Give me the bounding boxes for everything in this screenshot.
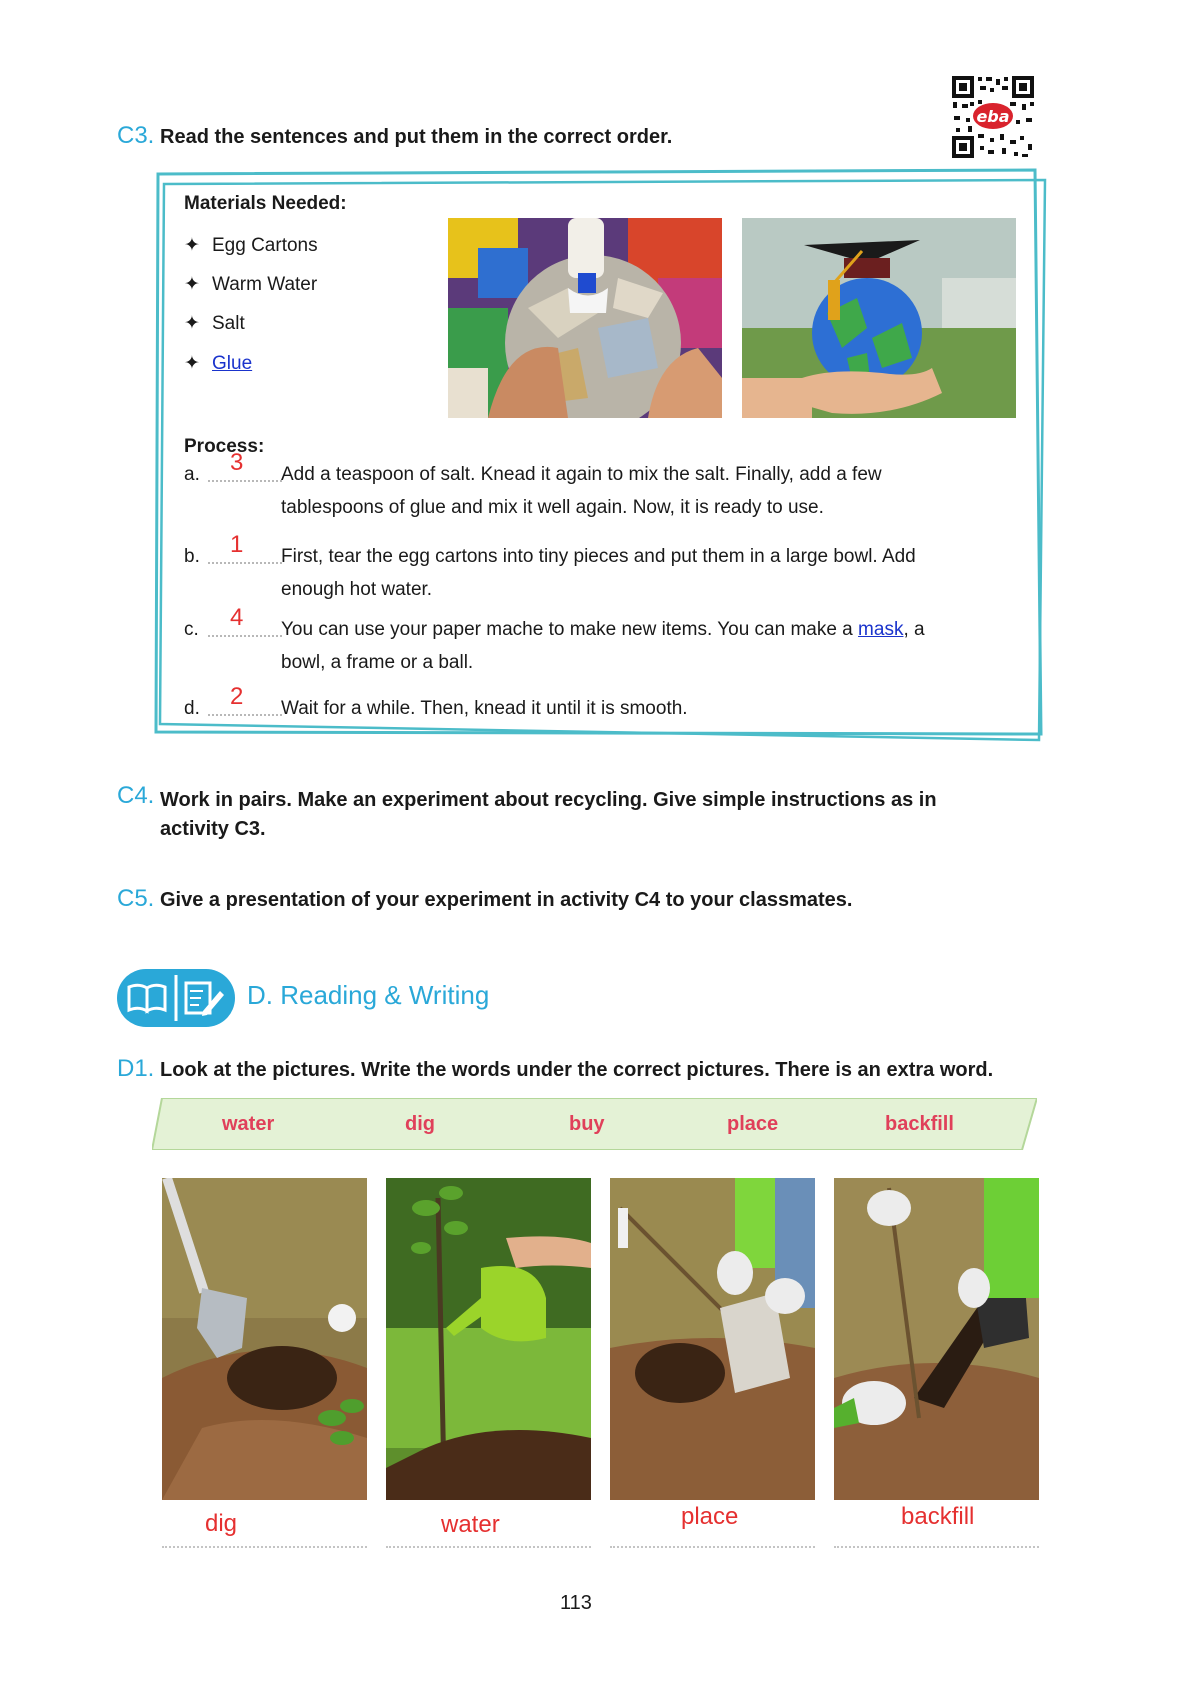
paper-mache-globe-photo xyxy=(448,218,722,418)
materials-title: Materials Needed: xyxy=(184,193,347,214)
handwritten-answer: 2 xyxy=(230,683,244,710)
process-item-d: d. 2 Wait for a while. Then, knead it until it is smooth. xyxy=(184,692,1014,725)
material-item: ✦ Salt xyxy=(184,313,245,334)
c4-instruction: Work in pairs. Make an experiment about recycling. Give simple instructions as in activity C3. xyxy=(160,789,937,840)
bullet-icon: ✦ xyxy=(184,353,200,374)
section-d-badge xyxy=(117,969,235,1027)
backfilling-photo xyxy=(834,1178,1039,1500)
answer-line[interactable] xyxy=(208,562,282,564)
handwritten-answer: place xyxy=(681,1503,739,1530)
bullet-icon: ✦ xyxy=(184,313,200,334)
answer-line[interactable] xyxy=(162,1546,367,1548)
page-number: 113 xyxy=(560,1592,592,1614)
material-item: ✦ Egg Cartons xyxy=(184,235,318,256)
answer-line[interactable] xyxy=(208,635,282,637)
placing-photo xyxy=(610,1178,815,1500)
d1-instruction: Look at the pictures. Write the words under the correct pictures. There is an extra word. xyxy=(160,1059,994,1081)
handwritten-answer: dig xyxy=(205,1510,238,1537)
section-d-title: D. Reading & Writing xyxy=(247,980,490,1010)
handwritten-answer: 4 xyxy=(230,604,244,631)
qr-eba-label: eba xyxy=(976,107,1010,126)
answer-line[interactable] xyxy=(834,1546,1039,1548)
word-bank-item: buy xyxy=(569,1113,605,1135)
handwritten-answer: 1 xyxy=(230,531,244,558)
bullet-icon: ✦ xyxy=(184,274,200,295)
activity-code-c4: C4. xyxy=(117,782,155,809)
answer-line[interactable] xyxy=(208,714,282,716)
answer-line[interactable] xyxy=(208,480,282,482)
activity-code-d1: D1. xyxy=(117,1055,155,1082)
process-title: Process: xyxy=(184,436,265,457)
c3-instruction: Read the sentences and put them in the correct order. xyxy=(160,126,673,148)
word-bank-item: place xyxy=(727,1113,779,1135)
c5-instruction: Give a presentation of your experiment in activity C4 to your classmates. xyxy=(160,889,853,911)
word-bank-item: dig xyxy=(405,1113,435,1135)
glue-link[interactable]: Glue xyxy=(212,353,253,374)
handwritten-answer: water xyxy=(441,1511,500,1538)
answer-line[interactable] xyxy=(610,1546,815,1548)
qr-code[interactable] xyxy=(950,74,1036,160)
watering-photo xyxy=(386,1178,591,1500)
activity-code-c3: C3. xyxy=(117,122,155,149)
handwritten-answer: 3 xyxy=(230,449,244,476)
process-item-a: a. 3 Add a teaspoon of salt. Knead it again to mix the salt. Finally, add a few tablespoons of glue and mix it well again. Now, it is ready to use. xyxy=(184,458,1014,524)
process-item-b: b. 1 First, tear the egg cartons into tiny pieces and put them in a large bowl. Add enough hot water. xyxy=(184,540,1014,606)
word-bank-item: backfill xyxy=(885,1113,954,1135)
process-item-c: c. 4 You can use your paper mache to make new items. You can make a mask, a bowl, a frame or a ball. xyxy=(184,613,1014,679)
digging-photo xyxy=(162,1178,367,1500)
handwritten-answer: backfill xyxy=(901,1503,975,1530)
answer-line[interactable] xyxy=(386,1546,591,1548)
word-bank-item: water xyxy=(222,1113,275,1135)
material-item xyxy=(184,352,252,375)
activity-code-c5: C5. xyxy=(117,885,155,912)
material-item: ✦ Warm Water xyxy=(184,274,318,295)
bullet-icon: ✦ xyxy=(184,235,200,256)
graduation-globe-photo xyxy=(742,218,1016,418)
mask-link[interactable]: mask xyxy=(858,619,904,640)
